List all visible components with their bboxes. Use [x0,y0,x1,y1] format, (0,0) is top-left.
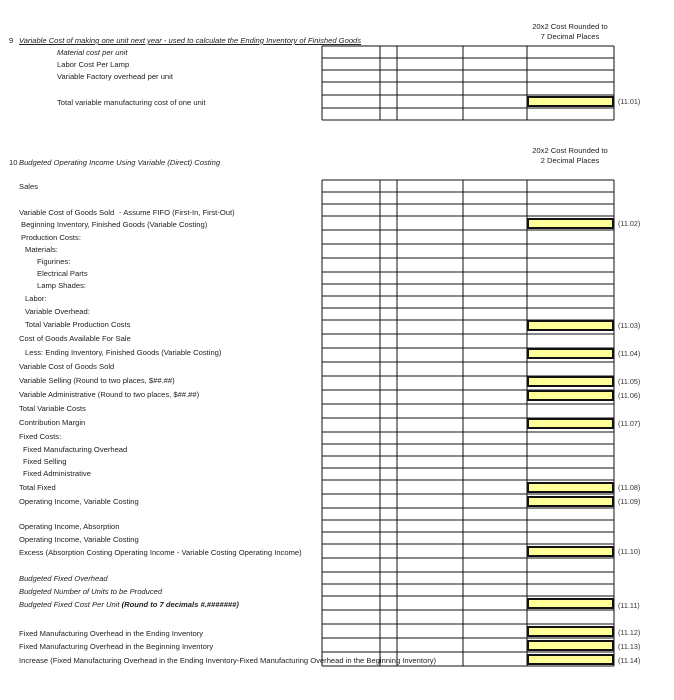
begin-inventory-label: Beginning Inventory, Finished Goods (Variable Costing) [21,220,208,229]
answer-cell-11-04[interactable] [527,348,614,359]
code-11-02: (11.02) [618,219,641,228]
answer-cell-11-09[interactable] [527,496,614,507]
code-11-06: (11.06) [618,391,641,400]
code-11-12: (11.12) [618,628,641,637]
variable-cogs-label: Variable Cost of Goods Sold [19,362,115,371]
budgeted-fixed-overhead-label: Budgeted Fixed Overhead [19,574,108,583]
code-11-01: (11.01) [618,97,641,106]
electrical-parts-label: Electrical Parts [37,269,88,278]
section10-header-line2: 2 Decimal Places [540,156,600,165]
total-variable-cost-label: Total variable manufacturing cost of one unit [57,98,206,107]
answer-cell-11-13[interactable] [527,640,614,651]
code-11-04: (11.04) [618,349,641,358]
excess-label: Excess (Absorption Costing Operating Income - Variable Costing Operating Income) [19,548,302,557]
figurines-label: Figurines: [37,257,71,266]
sales-label: Sales [19,182,38,191]
fixed-admin-label: Fixed Administrative [23,469,91,478]
answer-cell-11-05[interactable] [527,376,614,387]
lamp-shades-label: Lamp Shades: [37,281,86,290]
fmo-ending-label: Fixed Manufacturing Overhead in the Ending Inventory [19,629,204,638]
section10-header-line1: 20x2 Cost Rounded to [532,146,608,155]
vcogs-label: Variable Cost of Goods Sold [19,208,115,217]
code-11-09: (11.09) [618,497,641,506]
answer-cell-11-07[interactable] [527,418,614,429]
production-costs-label: Production Costs: [21,233,81,242]
cost-goods-available-label: Cost of Goods Available For Sale [19,334,131,343]
code-11-07: (11.07) [618,419,641,428]
increase-label: Increase (Fixed Manufacturing Overhead in the Ending Inventory-Fixed Manufacturing Overhead in the Beginning Inventory) [19,656,437,665]
section9-header-line2: 7 Decimal Places [540,32,600,41]
vcogs-note: - Assume FIFO (First-In, First-Out) [119,208,235,217]
code-11-13: (11.13) [618,642,641,651]
operating-income-variable-label-2: Operating Income, Variable Costing [19,535,139,544]
budgeted-fixed-cost-unit-text: Budgeted Fixed Cost Per Unit [19,600,122,609]
budgeted-fixed-cost-unit-label [19,600,239,609]
variable-overhead-label: Variable Factory overhead per unit [57,72,173,81]
labor-cost-label: Labor Cost Per Lamp [57,60,130,69]
operating-income-variable-label: Operating Income, Variable Costing [19,497,139,506]
answer-cell-11-10[interactable] [527,546,614,557]
operating-income-absorption-label: Operating Income, Absorption [19,522,120,531]
answer-cell-11-11[interactable] [527,598,614,609]
answer-cell-11-02[interactable] [527,218,614,229]
answer-cell-11-12[interactable] [527,626,614,637]
code-11-08: (11.08) [618,483,641,492]
section10-title: Budgeted Operating Income Using Variable (Direct) Costing [19,158,221,167]
total-fixed-label: Total Fixed [19,483,56,492]
total-variable-costs-label: Total Variable Costs [19,404,86,413]
labor-label: Labor: [25,294,47,303]
section9-title: Variable Cost of making one unit next year - used to calculate the Ending Inventory of Finished Goods [19,36,362,45]
variable-selling-label: Variable Selling (Round to two places, $##.##) [19,376,175,385]
material-cost-label: Material cost per unit [57,48,128,57]
section10-number: 10 [9,158,18,167]
total-variable-production-label: Total Variable Production Costs [25,320,131,329]
budgeted-units-label: Budgeted Number of Units to be Produced [19,587,163,596]
fixed-costs-label: Fixed Costs: [19,432,62,441]
code-11-05: (11.05) [618,377,641,386]
code-11-11: (11.11) [618,601,640,610]
answer-cell-11-01[interactable] [527,96,614,107]
budgeted-fixed-cost-unit-rounding: (Round to 7 decimals #.#######) [121,600,239,609]
fixed-mfg-overhead-label: Fixed Manufacturing Overhead [23,445,128,454]
fixed-selling-label: Fixed Selling [23,457,67,466]
section9-header-line1: 20x2 Cost Rounded to [532,22,608,31]
answer-cell-11-03[interactable] [527,320,614,331]
code-11-10: (11.10) [618,547,641,556]
answer-cell-11-06[interactable] [527,390,614,401]
fmo-beginning-label: Fixed Manufacturing Overhead in the Beginning Inventory [19,642,214,651]
materials-label: Materials: [25,245,58,254]
variable-admin-label: Variable Administrative (Round to two places, $##.##) [19,390,200,399]
contribution-margin-label: Contribution Margin [19,418,86,427]
section9-number: 9 [9,36,14,45]
code-11-14: (11.14) [618,656,641,665]
answer-cell-11-14[interactable] [527,654,614,665]
variable-overhead-label-10: Variable Overhead: [25,307,90,316]
code-11-03: (11.03) [618,321,641,330]
answer-cell-11-08[interactable] [527,482,614,493]
ending-inventory-label: Less: Ending Inventory, Finished Goods (Variable Costing) [25,348,222,357]
